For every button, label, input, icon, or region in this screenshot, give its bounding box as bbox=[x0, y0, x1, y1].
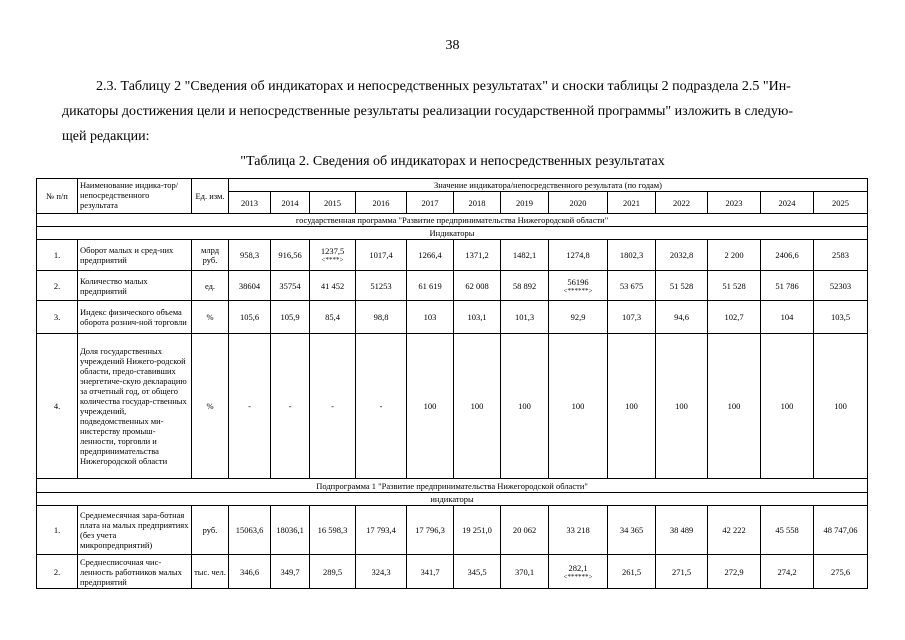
value-text: 42 222 bbox=[722, 525, 746, 535]
value-text: 51 786 bbox=[775, 280, 799, 291]
value-text: 100 bbox=[727, 401, 741, 411]
header-row-1 bbox=[37, 179, 868, 192]
row-name: Оборот малых и сред-них предприятий bbox=[78, 240, 192, 271]
value-cell bbox=[407, 334, 454, 479]
header-name: Наименование индика-тор/непосредственного результата bbox=[78, 179, 192, 214]
value-cell bbox=[761, 334, 814, 479]
header-year: 2014 bbox=[271, 192, 310, 214]
header-year: 2024 bbox=[761, 192, 814, 214]
value-text: 19 251,0 bbox=[462, 525, 492, 535]
value-cell bbox=[356, 555, 407, 589]
value-cell bbox=[356, 506, 407, 555]
row-number: 4. bbox=[37, 334, 78, 479]
subprogram-title-row bbox=[37, 479, 868, 493]
row-name: Количество малых предприятий bbox=[78, 271, 192, 301]
section1-title-row bbox=[37, 227, 868, 240]
header-year: 2015 bbox=[310, 192, 356, 214]
value-cell bbox=[407, 271, 454, 301]
value-cell bbox=[229, 334, 271, 479]
value-cell bbox=[708, 334, 761, 479]
table-row bbox=[37, 555, 868, 589]
value-text: 958,3 bbox=[239, 250, 260, 260]
value-text: 58 892 bbox=[512, 280, 537, 291]
value-text: 45 558 bbox=[775, 525, 799, 535]
value-cell bbox=[356, 334, 407, 479]
value-text: 56196 bbox=[567, 276, 589, 287]
value-text: 15063,6 bbox=[235, 525, 264, 535]
section2-title: индикаторы bbox=[37, 493, 868, 506]
intro-line-2: дикаторы достижения цели и непосредственные результаты реализации государственной программы" изложить в следую- bbox=[62, 104, 793, 119]
value-cell bbox=[454, 271, 501, 301]
value-cell bbox=[549, 334, 608, 479]
value-text: 17 796,3 bbox=[415, 525, 445, 535]
value-cell bbox=[608, 240, 656, 271]
row-unit: % bbox=[192, 334, 229, 479]
value-cell bbox=[814, 334, 868, 479]
value-text: 1482,1 bbox=[512, 250, 537, 260]
value-text: 51 528 bbox=[669, 280, 694, 291]
value-cell bbox=[814, 555, 868, 589]
page-number: 38 bbox=[445, 38, 460, 53]
intro-paragraph bbox=[62, 74, 862, 149]
value-text: 261,5 bbox=[621, 566, 642, 577]
value-text: 85,4 bbox=[325, 312, 340, 322]
row-unit: млрд руб. bbox=[192, 240, 229, 271]
header-year: 2017 bbox=[407, 192, 454, 214]
value-cell bbox=[761, 506, 814, 555]
value-cell bbox=[656, 555, 708, 589]
program-title: государственная программа "Развитие предпринимательства Нижегородской области" bbox=[37, 214, 868, 227]
value-text: 100 bbox=[470, 401, 484, 411]
value-cell bbox=[501, 240, 549, 271]
value-cell bbox=[708, 555, 761, 589]
value-text: 17 793,4 bbox=[366, 525, 396, 535]
value-text: 101,3 bbox=[514, 312, 535, 322]
value-text: 100 bbox=[834, 401, 847, 411]
value-cell bbox=[761, 240, 814, 271]
value-text: 275,6 bbox=[830, 566, 851, 577]
value-text: 62 008 bbox=[465, 280, 489, 291]
value-cell bbox=[310, 555, 356, 589]
value-cell bbox=[708, 301, 761, 334]
value-text: 289,5 bbox=[322, 566, 343, 577]
value-text: 98,8 bbox=[373, 312, 389, 322]
footnote-marker: <******> bbox=[563, 286, 593, 295]
value-text: 38604 bbox=[238, 280, 261, 291]
value-text: 35754 bbox=[279, 280, 301, 291]
header-num: № п/п bbox=[37, 179, 78, 214]
row-number: 3. bbox=[37, 301, 78, 334]
value-text: 103 bbox=[423, 312, 437, 322]
section2-title-row bbox=[37, 493, 868, 506]
indicators-table bbox=[36, 178, 868, 589]
value-cell bbox=[271, 301, 310, 334]
value-cell bbox=[549, 301, 608, 334]
value-text: 100 bbox=[518, 401, 531, 411]
value-cell bbox=[356, 301, 407, 334]
table-row bbox=[37, 271, 868, 301]
section1-title: Индикаторы bbox=[37, 227, 868, 240]
value-cell bbox=[407, 240, 454, 271]
value-text: 349,7 bbox=[280, 566, 300, 577]
value-cell bbox=[271, 334, 310, 479]
value-text: 33 218 bbox=[566, 525, 590, 535]
table-row bbox=[37, 506, 868, 555]
value-text: 105,6 bbox=[239, 312, 260, 322]
value-text: 271,5 bbox=[671, 566, 692, 577]
row-unit: тыс. чел. bbox=[192, 555, 229, 589]
row-name: Среднесписочная чис-ленность работников малых предприятий bbox=[78, 555, 192, 589]
value-cell bbox=[814, 240, 868, 271]
value-cell bbox=[310, 240, 356, 271]
header-year: 2025 bbox=[814, 192, 868, 214]
value-text: 16 598,3 bbox=[317, 525, 348, 535]
footnote-marker: <****> bbox=[321, 256, 344, 264]
value-cell bbox=[407, 506, 454, 555]
intro-line-3: щей редакции: bbox=[62, 129, 150, 144]
row-number: 2. bbox=[37, 555, 78, 589]
value-cell bbox=[656, 271, 708, 301]
value-cell bbox=[454, 301, 501, 334]
value-text: 51 528 bbox=[722, 280, 746, 291]
row-name: Среднемесячная зара-ботная плата на малых предприятиях (без учета микропредприятий) bbox=[78, 506, 192, 555]
row-unit: руб. bbox=[192, 506, 229, 555]
value-text: 2583 bbox=[832, 250, 850, 260]
value-cell bbox=[656, 506, 708, 555]
value-text: 1274,8 bbox=[566, 250, 590, 260]
value-text: 103,1 bbox=[467, 312, 487, 322]
row-name: Доля государственных учреждений Нижего-родской области, предо-ставивших энергетиче-скую декларацию за отчетный год, от общего количества государ-ственных учреждений, подведомственных ми-нистерству промыш-ленности, торговли и предпринимательства Нижегородской области bbox=[78, 334, 192, 479]
value-text: 20 062 bbox=[512, 525, 537, 535]
value-cell bbox=[310, 334, 356, 479]
value-text: 2 200 bbox=[724, 250, 744, 260]
value-text: 1802,3 bbox=[619, 250, 644, 260]
value-cell bbox=[454, 555, 501, 589]
value-text: 1371,2 bbox=[465, 250, 489, 260]
value-text: 1266,4 bbox=[418, 250, 442, 260]
value-cell bbox=[229, 240, 271, 271]
row-number: 1. bbox=[37, 506, 78, 555]
value-cell bbox=[501, 506, 549, 555]
value-cell bbox=[761, 555, 814, 589]
value-text: 100 bbox=[675, 401, 688, 411]
value-cell bbox=[501, 301, 549, 334]
intro-line-1: 2.3. Таблицу 2 "Сведения об индикаторах и непосредственных результатах" и сноски таблицы 2 подраздела 2.5 "Ин- bbox=[96, 79, 791, 94]
value-cell bbox=[407, 555, 454, 589]
value-cell bbox=[229, 271, 271, 301]
value-cell bbox=[229, 506, 271, 555]
value-cell bbox=[708, 506, 761, 555]
value-cell bbox=[549, 555, 608, 589]
value-cell bbox=[454, 506, 501, 555]
value-text: 100 bbox=[780, 401, 794, 411]
value-cell bbox=[501, 334, 549, 479]
value-cell bbox=[271, 271, 310, 301]
value-cell bbox=[356, 271, 407, 301]
footnote-marker: <******> bbox=[563, 572, 593, 581]
value-cell bbox=[356, 240, 407, 271]
value-cell bbox=[608, 506, 656, 555]
value-text: 34 365 bbox=[619, 525, 644, 535]
header-year: 2019 bbox=[501, 192, 549, 214]
value-text: 94,6 bbox=[674, 312, 689, 322]
row-unit: % bbox=[192, 301, 229, 334]
table-row bbox=[37, 240, 868, 271]
row-number: 1. bbox=[37, 240, 78, 271]
value-text: 345,5 bbox=[467, 566, 487, 577]
value-text: 272,9 bbox=[724, 566, 744, 577]
value-text: 52303 bbox=[829, 280, 852, 291]
table-caption: "Таблица 2. Сведения об индикаторах и непосредственных результатах bbox=[240, 154, 665, 169]
value-text: 916,56 bbox=[278, 250, 302, 260]
header-values-group: Значение индикатора/непосредственного результата (по годам) bbox=[229, 179, 868, 192]
value-cell bbox=[229, 555, 271, 589]
value-text: 92,9 bbox=[570, 312, 586, 322]
value-text: 18036,1 bbox=[276, 525, 304, 535]
row-number: 2. bbox=[37, 271, 78, 301]
value-cell bbox=[814, 506, 868, 555]
value-text: - bbox=[248, 401, 251, 411]
value-text: 53 675 bbox=[619, 280, 644, 291]
value-text: 341,7 bbox=[420, 566, 440, 577]
value-text: 41 452 bbox=[320, 280, 345, 291]
value-text: 2032,8 bbox=[669, 250, 694, 260]
value-text: 51253 bbox=[370, 280, 392, 291]
value-cell bbox=[608, 271, 656, 301]
value-cell bbox=[549, 271, 608, 301]
value-text: 2406,6 bbox=[775, 250, 799, 260]
value-text: 100 bbox=[423, 401, 437, 411]
value-cell bbox=[761, 301, 814, 334]
value-cell bbox=[454, 240, 501, 271]
value-cell bbox=[310, 301, 356, 334]
value-text: 48 747,06 bbox=[823, 525, 858, 535]
value-text: - bbox=[288, 401, 292, 411]
value-text: 105,9 bbox=[280, 312, 300, 322]
header-year: 2016 bbox=[356, 192, 407, 214]
header-year: 2018 bbox=[454, 192, 501, 214]
value-cell bbox=[708, 240, 761, 271]
value-cell bbox=[271, 555, 310, 589]
row-name: Индекс физического объема оборота рознич-ной торговли bbox=[78, 301, 192, 334]
program-title-row bbox=[37, 214, 868, 227]
value-text: 1017,4 bbox=[369, 250, 393, 260]
row-unit: ед. bbox=[192, 271, 229, 301]
value-text: - bbox=[379, 401, 383, 411]
value-cell bbox=[708, 271, 761, 301]
header-year: 2023 bbox=[708, 192, 761, 214]
table-row bbox=[37, 301, 868, 334]
value-cell bbox=[454, 334, 501, 479]
value-cell bbox=[229, 301, 271, 334]
value-cell bbox=[608, 555, 656, 589]
value-text: 103,5 bbox=[830, 312, 851, 322]
value-cell bbox=[549, 506, 608, 555]
header-year: 2022 bbox=[656, 192, 708, 214]
value-text: 324,3 bbox=[371, 566, 391, 577]
value-text: 1237,5 bbox=[320, 246, 345, 256]
header-year: 2021 bbox=[608, 192, 656, 214]
header-year: 2020 bbox=[549, 192, 608, 214]
value-text: 274,2 bbox=[777, 566, 797, 577]
table-row bbox=[37, 334, 868, 479]
value-text: 100 bbox=[571, 401, 585, 411]
subprogram-title: Подпрограмма 1 "Развитие предпринимательства Нижегородской области" bbox=[37, 479, 868, 493]
value-text: 370,1 bbox=[514, 566, 535, 577]
value-text: 282,1 bbox=[568, 562, 588, 573]
value-cell bbox=[501, 555, 549, 589]
value-cell bbox=[608, 334, 656, 479]
value-cell bbox=[407, 301, 454, 334]
value-text: 61 619 bbox=[418, 280, 442, 291]
value-text: - bbox=[331, 401, 334, 411]
value-text: 38 489 bbox=[669, 525, 694, 535]
value-text: 107,3 bbox=[621, 312, 642, 322]
value-cell bbox=[501, 271, 549, 301]
value-cell bbox=[656, 301, 708, 334]
value-text: 346,6 bbox=[239, 566, 260, 577]
value-cell bbox=[656, 240, 708, 271]
value-cell bbox=[814, 271, 868, 301]
value-text: 104 bbox=[780, 312, 794, 322]
header-year: 2013 bbox=[229, 192, 271, 214]
value-cell bbox=[814, 301, 868, 334]
value-cell bbox=[608, 301, 656, 334]
value-cell bbox=[656, 334, 708, 479]
value-cell bbox=[310, 506, 356, 555]
value-text: 100 bbox=[625, 401, 638, 411]
value-text: 102,7 bbox=[724, 312, 744, 322]
value-cell bbox=[310, 271, 356, 301]
header-unit: Ед. изм. bbox=[192, 179, 229, 214]
value-cell bbox=[549, 240, 608, 271]
value-cell bbox=[761, 271, 814, 301]
value-cell bbox=[271, 506, 310, 555]
value-cell bbox=[271, 240, 310, 271]
